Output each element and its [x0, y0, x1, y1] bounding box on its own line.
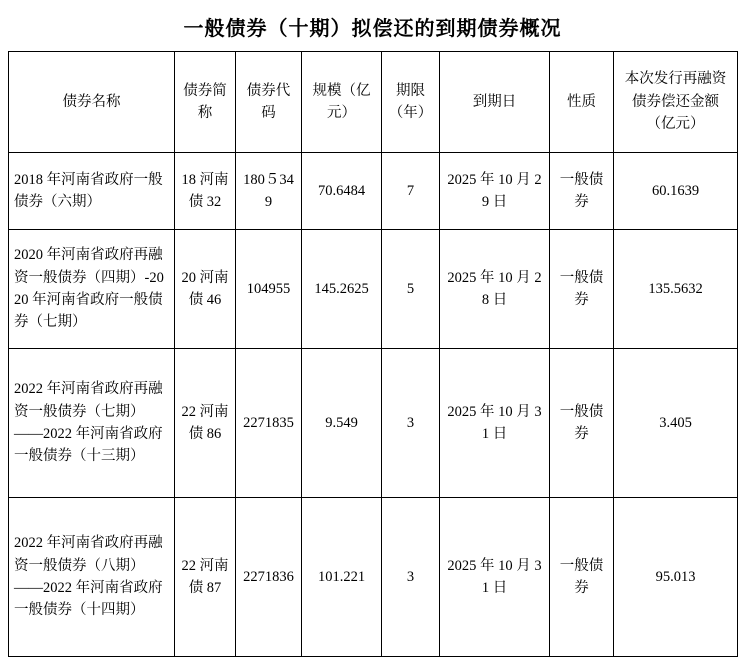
cell-bond-name: 2022 年河南省政府再融资一般债券（七期）——2022 年河南省政府一般债券（十三期） [9, 349, 175, 498]
cell-repayment-amount: 60.1639 [614, 153, 738, 230]
cell-bond-abbr: 18 河南债 32 [175, 153, 236, 230]
cell-bond-code: 2271836 [236, 498, 302, 657]
table-header-row [9, 52, 738, 153]
cell-bond-code: 2271835 [236, 349, 302, 498]
cell-bond-abbr: 22 河南债 87 [175, 498, 236, 657]
cell-term: 3 [382, 349, 440, 498]
cell-bond-code: 104955 [236, 230, 302, 349]
column-header-maturity-date: 到期日 [440, 52, 550, 153]
cell-scale: 9.549 [302, 349, 382, 498]
cell-maturity-date: 2025 年 10 月 28 日 [440, 230, 550, 349]
column-header-repayment-amount: 本次发行再融资债券偿还金额（亿元） [614, 52, 738, 153]
cell-scale: 70.6484 [302, 153, 382, 230]
table-row [9, 349, 738, 498]
cell-repayment-amount: 3.405 [614, 349, 738, 498]
cell-term: 7 [382, 153, 440, 230]
cell-maturity-date: 2025 年 10 月 31 日 [440, 349, 550, 498]
table-body [9, 153, 738, 657]
cell-repayment-amount: 135.5632 [614, 230, 738, 349]
table-container [0, 51, 745, 657]
page-title: 一般债券（十期）拟偿还的到期债券概况 [183, 18, 562, 40]
cell-bond-name: 2018 年河南省政府一般债券（六期） [9, 153, 175, 230]
cell-nature: 一般债券 [550, 153, 614, 230]
cell-scale: 145.2625 [302, 230, 382, 349]
cell-scale: 101.221 [302, 498, 382, 657]
column-header-bond-abbr: 债券简称 [175, 52, 236, 153]
table-row [9, 230, 738, 349]
cell-bond-code: 180５349 [236, 153, 302, 230]
cell-bond-name: 2022 年河南省政府再融资一般债券（八期）——2022 年河南省政府一般债券（十四期） [9, 498, 175, 657]
column-header-bond-code: 债券代码 [236, 52, 302, 153]
cell-term: 3 [382, 498, 440, 657]
cell-maturity-date: 2025 年 10 月 29 日 [440, 153, 550, 230]
bond-maturity-table [8, 51, 738, 657]
table-header [9, 52, 738, 153]
column-header-scale: 规模（亿元） [302, 52, 382, 153]
column-header-term: 期限（年） [382, 52, 440, 153]
cell-repayment-amount: 95.013 [614, 498, 738, 657]
cell-nature: 一般债券 [550, 498, 614, 657]
cell-term: 5 [382, 230, 440, 349]
cell-bond-name: 2020 年河南省政府再融资一般债券（四期）-2020 年河南省政府一般债券（七期） [9, 230, 175, 349]
cell-bond-abbr: 22 河南债 86 [175, 349, 236, 498]
cell-maturity-date: 2025 年 10 月 31 日 [440, 498, 550, 657]
table-row [9, 153, 738, 230]
column-header-nature: 性质 [550, 52, 614, 153]
cell-bond-abbr: 20 河南债 46 [175, 230, 236, 349]
column-header-bond-name: 债券名称 [9, 52, 175, 153]
cell-nature: 一般债券 [550, 349, 614, 498]
cell-nature: 一般债券 [550, 230, 614, 349]
table-row [9, 498, 738, 657]
